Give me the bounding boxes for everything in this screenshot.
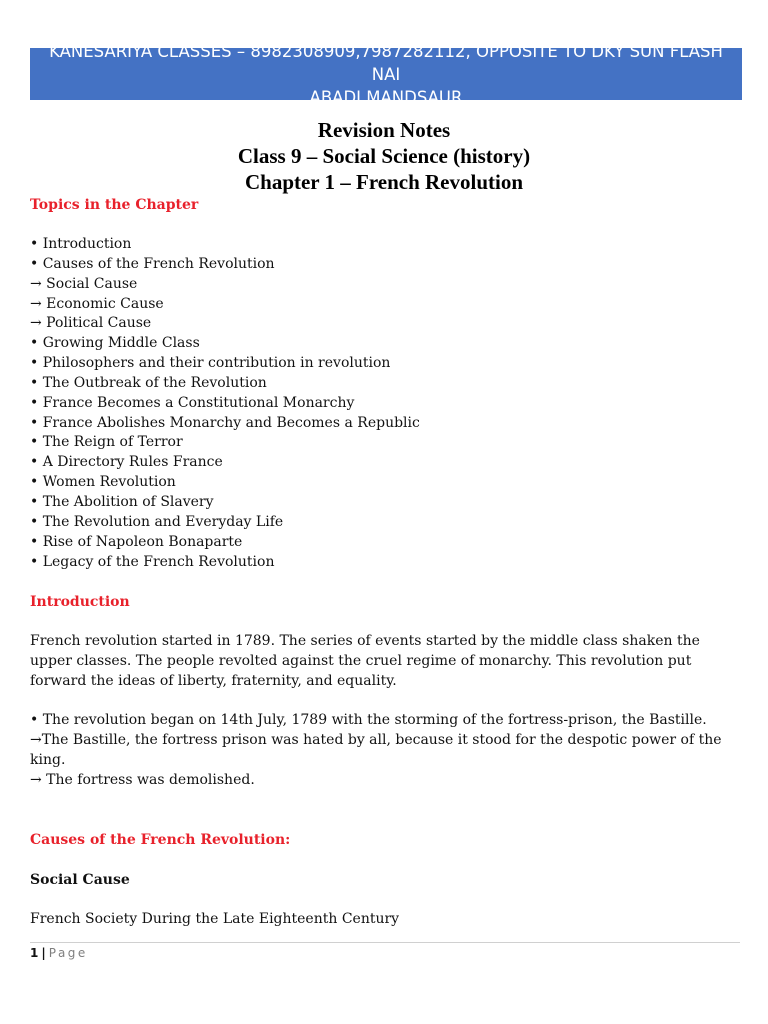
topic-item: → Social Cause	[30, 275, 138, 292]
topic-item: • Philosophers and their contribution in revolution	[30, 355, 391, 372]
causes-heading: Causes of the French Revolution:	[30, 832, 291, 848]
header-banner	[30, 41, 742, 107]
introduction-point-bastille: • The revolution began on 14th July, 1789 with the storming of the fortress-prison, the Bastille.	[30, 712, 707, 728]
topic-item: → Economic Cause	[30, 295, 164, 312]
topic-item: • The Reign of Terror	[30, 434, 183, 451]
topic-item: • The Revolution and Everyday Life	[30, 513, 284, 530]
topic-item: • France Abolishes Monarchy and Becomes a Republic	[30, 414, 420, 431]
topic-item: • A Directory Rules France	[30, 454, 223, 471]
social-cause-heading: Social Cause	[30, 872, 130, 888]
banner-line-1: KANESARIYA CLASSES – 8982308909,7987282112, OPPOSITE TO DKY SUN FLASH NAI	[49, 41, 723, 84]
topic-item: • Growing Middle Class	[30, 335, 200, 352]
page-footer	[30, 944, 88, 962]
introduction-paragraph: French revolution started in 1789. The series of events started by the middle class shaken the upper classes. The people revolted against the cruel regime of monarchy. This revolution put forward the ideas of liberty, fraternity, and equality.	[30, 633, 700, 689]
title-chapter: Chapter 1 – French Revolution	[244, 170, 524, 194]
banner-line-2: ABADI MANDSAUR	[309, 87, 463, 107]
introduction-point-demolished: → The fortress was demolished.	[30, 772, 255, 788]
topic-item: • Women Revolution	[30, 474, 176, 491]
topic-item: • The Abolition of Slavery	[30, 493, 214, 510]
topic-item: • France Becomes a Constitutional Monarchy	[30, 394, 355, 411]
footer-divider	[30, 942, 740, 943]
title-class: Class 9 – Social Science (history)	[237, 144, 531, 168]
topic-item: • Legacy of the French Revolution	[30, 553, 275, 570]
topics-heading: Topics in the Chapter	[30, 197, 199, 213]
topic-item: • Introduction	[30, 236, 132, 252]
introduction-heading: Introduction	[30, 594, 130, 610]
introduction-point-despotic: →The Bastille, the fortress prison was hated by all, because it stood for the despotic power of the king.	[30, 732, 722, 768]
social-cause-text: French Society During the Late Eighteenth Century	[30, 911, 400, 927]
topics-list	[30, 235, 420, 572]
topic-item: → Political Cause	[30, 315, 152, 332]
page-number: 1	[30, 946, 39, 960]
footer-separator: |	[41, 946, 46, 960]
page-label: Page	[48, 946, 88, 960]
title-revision-notes: Revision Notes	[317, 118, 451, 142]
topic-item: • The Outbreak of the Revolution	[30, 374, 267, 391]
topic-item: • Causes of the French Revolution	[30, 255, 275, 272]
topic-item: • Rise of Napoleon Bonaparte	[30, 533, 243, 550]
